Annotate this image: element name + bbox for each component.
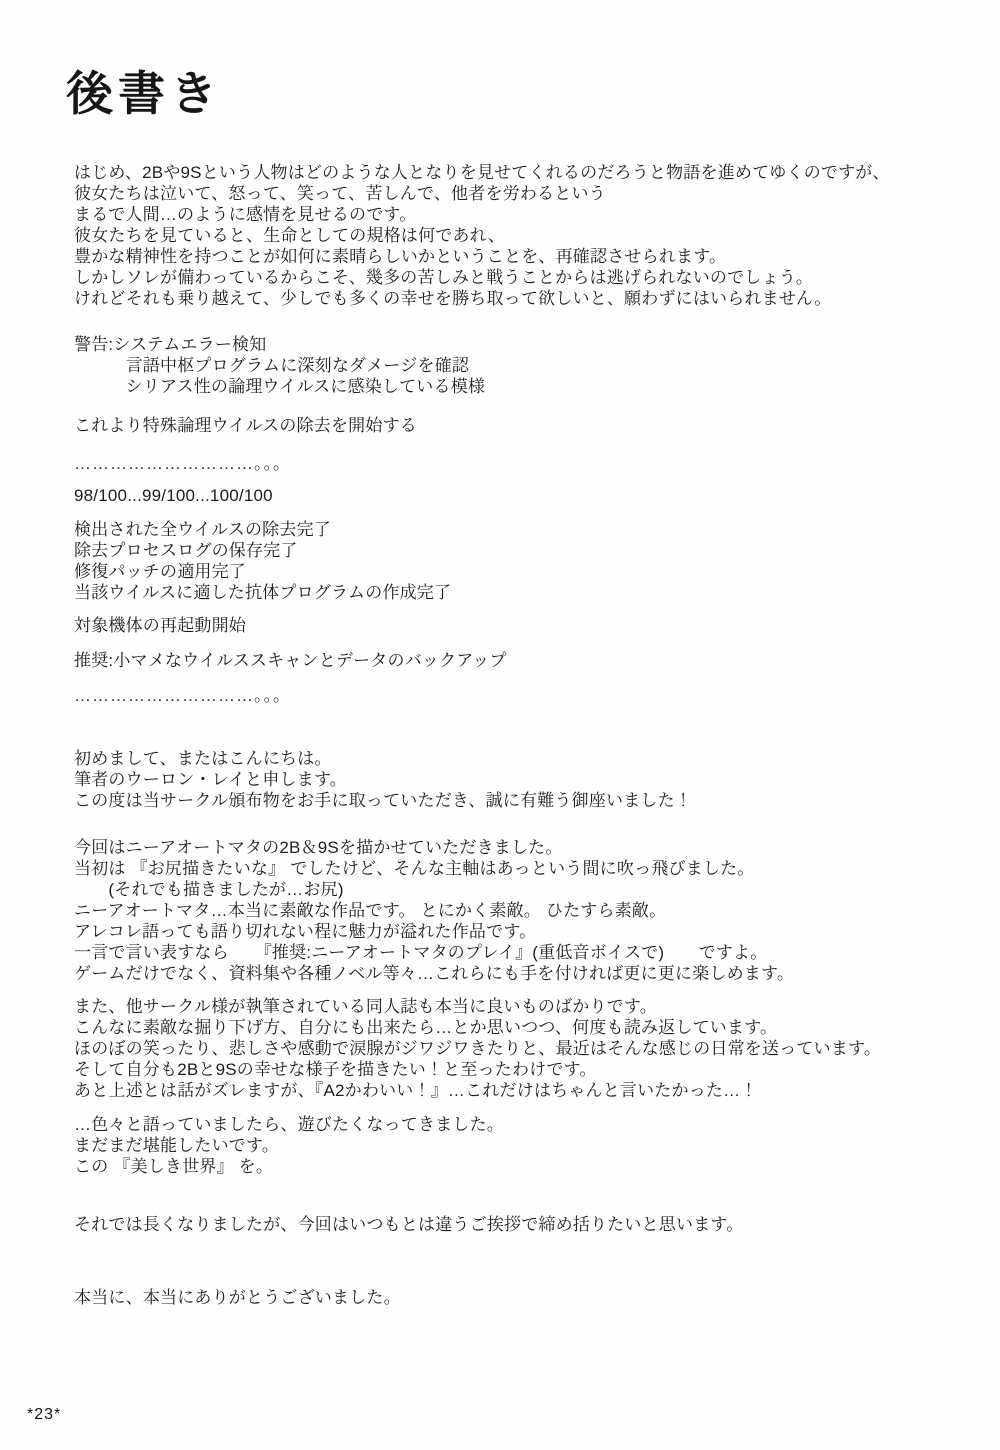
text-line: また、他サークル様が執筆されている同人誌も本当に良いものばかりです。 [74,997,657,1017]
text-line: まるで人間…のように感情を見せるのです。 [74,205,417,225]
paragraph-intro [74,162,964,309]
text-line: はじめ、2Bや9Sという人物はどのような人となりを見せてくれるのだろうと物語を進めてゆくのですが、 [74,163,890,183]
text-line: この 『美しき世界』 を。 [74,1157,274,1177]
paragraph-other-circles [74,996,964,1101]
text-line: 彼女たちを見ていると、生命としての規格は何であれ、 [74,226,506,246]
text-line: シリアス性の論理ウイルスに感染している模様 [74,377,486,397]
paragraph-thanks [74,1287,964,1308]
paragraph-removal-complete [74,519,964,603]
text-line: 初めまして、またはこんにちは。 [74,749,332,769]
text-line: ゲームだけでなく、資料集や各種ノベル等々…これらにも手を付ければ更に更に楽しめます。 [74,964,795,984]
text-line: 筆者のウーロン・レイと申します。 [74,770,347,790]
afterword-body [74,162,964,1308]
text-line: 当該ウイルスに適した抗体プログラムの作成完了 [74,583,452,603]
text-line: 言語中枢プログラムに深刻なダメージを確認 [74,356,470,376]
text-line: まだまだ堪能したいです。 [74,1136,280,1156]
paragraph-greeting [74,748,964,811]
text-line: (それでも描きましたが…お尻) [74,880,344,900]
text-line: この度は当サークル頒布物をお手に取っていただき、誠に有難う御座いました！ [74,791,693,811]
page-number: *23* [27,1406,62,1423]
text-line: それでは長くなりましたが、今回はいつもとは違うご挨拶で締め括りたいと思います。 [74,1215,744,1235]
paragraph-reboot [74,615,964,636]
text-line: これより特殊論理ウイルスの除去を開始する [74,416,417,436]
paragraph-system-warning [74,334,964,397]
paragraph-closing [74,1214,964,1235]
text-line: 検出された全ウイルスの除去完了 [74,520,331,540]
text-line: 対象機体の再起動開始 [74,616,246,636]
text-line: …………………………。。。 [74,454,291,474]
page-title: 後書き [66,67,222,120]
text-line: あと上述とは話がズレますが、『A2かわいい！』…これだけはちゃんと言いたかった…！ [74,1081,758,1101]
paragraph-removal-start [74,415,964,436]
text-line: そして自分も2Bと9Sの幸せな様子を描きたい！と至ったわけです。 [74,1060,597,1080]
paragraph-recommendation [74,650,964,671]
text-line: けれどそれも乗り越えて、少しでも多くの幸せを勝ち取って欲しいと、願わずにはいられません。 [74,289,832,309]
ellipsis-separator [74,453,964,474]
text-line: 豊かな精神性を持つことが如何に素晴らしいかということを、再確認させられます。 [74,247,727,267]
paragraph-progress-counter [74,485,964,506]
afterword-content [66,66,964,1308]
text-line: 今回はニーアオートマタの2B＆9Sを描かせていただきました。 [74,838,563,858]
text-line: 一言で言い表すなら 『推奨:ニーアオートマタのプレイ』(重低音ボイスで) ですよ。 [74,943,768,963]
text-line: 警告:システムエラー検知 [74,335,267,355]
text-line: 彼女たちは泣いて、怒って、笑って、苦しんで、他者を労わるという [74,184,606,204]
ellipsis-separator [74,685,964,706]
text-line: 修復パッチの適用完了 [74,562,246,582]
text-line: 本当に、本当にありがとうございました。 [74,1288,401,1308]
text-line: …………………………。。。 [74,686,291,706]
text-line: アレコレ語っても語り切れない程に魅力が溢れた作品です。 [74,922,537,942]
text-line: ニーアオートマタ…本当に素敵な作品です。 とにかく素敵。 ひたすら素敵。 [74,901,667,921]
text-line: 除去プロセスログの保存完了 [74,541,298,561]
text-line: 98/100...99/100...100/100 [74,486,273,506]
text-line: 当初は 『お尻描きたいな』 でしたけど、そんな主軸はあっという間に吹っ飛びました。 [74,859,755,879]
text-line: 推奨:小マメなウイルススキャンとデータのバックアップ [74,651,507,671]
text-line: ほのぼの笑ったり、悲しさや感動で涙腺がジワジワきたりと、最近はそんな感じの日常を送っています。 [74,1039,882,1059]
paragraph-play-more [74,1114,964,1177]
text-line: しかしソレが備わっているからこそ、幾多の苦しみと戦うことからは逃げられないのでしょう。 [74,268,814,288]
text-line: …色々と語っていましたら、遊びたくなってきました。 [74,1115,504,1135]
paragraph-about-work [74,837,964,984]
text-line: こんなに素敵な掘り下げ方、自分にも出来たら…とか思いつつ、何度も読み返しています。 [74,1018,778,1038]
